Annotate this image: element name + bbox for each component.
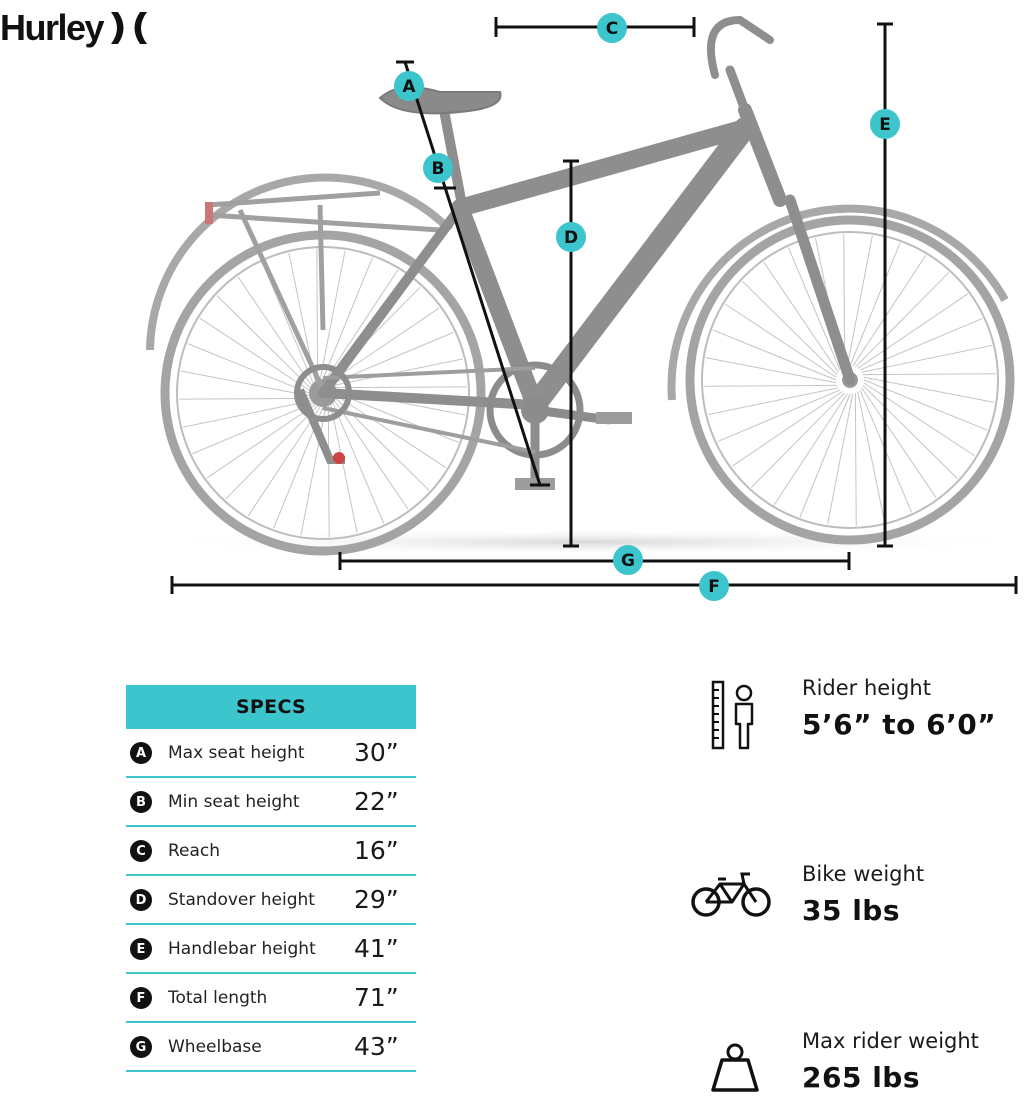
rear-rack: [205, 193, 440, 390]
spec-row-total-length: [126, 974, 416, 1023]
wheel-spoke: [331, 405, 357, 533]
marker-a-label: A: [402, 77, 416, 97]
measurement-lines: [172, 17, 1016, 594]
spec-label: Standover height: [168, 890, 315, 910]
wheel-spoke: [328, 406, 329, 537]
wheel-spoke: [181, 371, 310, 396]
spec-letter-badge: B: [130, 791, 152, 813]
wheel-spoke: [863, 374, 996, 375]
spec-letter-badge: F: [130, 987, 152, 1009]
wheel-spoke: [704, 385, 837, 386]
max-rider-weight-label: Max rider weight: [802, 1029, 979, 1053]
spec-letter-badge: E: [130, 938, 152, 960]
rider-height-value: 5’6” to 6’0”: [802, 708, 997, 741]
max-rider-weight-info: [802, 1029, 979, 1094]
marker-e: [870, 109, 900, 139]
max-rider-weight-value: 265 lbs: [802, 1061, 921, 1094]
spec-label: Reach: [168, 841, 221, 861]
spec-value: 30”: [354, 738, 399, 767]
spec-label: Wheelbase: [168, 1037, 262, 1057]
marker-c-label: C: [605, 19, 619, 39]
wheel-spoke: [751, 393, 844, 488]
spec-value: 43”: [354, 1032, 399, 1061]
wheel-spoke: [336, 387, 467, 388]
spec-label: Total length: [168, 988, 268, 1008]
bike-weight-info: [802, 862, 924, 927]
spec-value: 71”: [354, 983, 399, 1012]
wheel-spoke: [864, 383, 975, 456]
bicycle-icon: [690, 868, 774, 920]
wheel-spoke: [858, 392, 885, 522]
marker-g: [613, 545, 643, 575]
wheel-spoke: [864, 377, 995, 402]
marker-g-label: G: [621, 551, 635, 571]
wheel-spoke: [828, 394, 853, 525]
wheel-spoke: [725, 304, 836, 377]
wheel-spoke: [853, 255, 926, 366]
logo-text: Hurley: [0, 7, 104, 48]
spec-row-max-seat-height: [126, 729, 416, 778]
rider-height-label: Rider height: [802, 676, 931, 700]
spec-letter-badge: A: [130, 742, 152, 764]
bike-weight-value: 35 lbs: [802, 894, 901, 927]
wheel-spoke: [774, 394, 847, 505]
marker-e-label: E: [879, 115, 891, 135]
marker-d-label: D: [563, 228, 579, 248]
marker-a: [394, 71, 424, 101]
wheel-spoke: [706, 358, 837, 383]
wheel-spoke: [847, 236, 872, 367]
rider-height-info: [802, 676, 996, 741]
spec-label: Min seat height: [168, 792, 300, 812]
wheel-spoke: [863, 385, 958, 478]
wheel-spoke: [317, 249, 318, 380]
spec-label: Handlebar height: [168, 939, 316, 959]
wheel-spoke: [179, 398, 310, 399]
wheel-spoke: [248, 407, 320, 516]
spec-value: 22”: [354, 787, 399, 816]
spec-letter-badge: G: [130, 1036, 152, 1058]
spec-row-min-seat-height: [126, 778, 416, 827]
spec-letter-badge: D: [130, 889, 152, 911]
bicycle-image: [150, 20, 1010, 551]
specs-header: SPECS: [126, 685, 416, 729]
marker-d: [556, 222, 586, 252]
marker-c: [597, 13, 627, 43]
wheel-spoke: [183, 401, 311, 427]
ruler-person-icon: [710, 680, 760, 750]
spec-letter-badge: C: [130, 840, 152, 862]
spec-row-handlebar-height: [126, 925, 416, 974]
wheel-spoke: [708, 388, 838, 415]
spec-row-reach: [126, 827, 416, 876]
marker-b-label: B: [431, 159, 445, 179]
spec-value: 29”: [354, 885, 399, 914]
spec-value: 41”: [354, 934, 399, 963]
specs-table: [126, 685, 416, 1072]
spec-label: Max seat height: [168, 743, 305, 763]
spec-row-standover-height: [126, 876, 416, 925]
bike-weight-label: Bike weight: [802, 862, 925, 886]
spec-row-wheelbase: [126, 1023, 416, 1072]
wheel-spoke: [326, 270, 398, 379]
weight-icon: [710, 1042, 760, 1094]
wheel-spoke: [855, 272, 948, 367]
marker-f-label: F: [708, 577, 720, 597]
spec-value: 16”: [354, 836, 399, 865]
wheel-spoke: [862, 345, 992, 372]
wheel-spoke: [855, 393, 856, 526]
marker-f: [699, 571, 729, 601]
marker-b: [423, 153, 453, 183]
